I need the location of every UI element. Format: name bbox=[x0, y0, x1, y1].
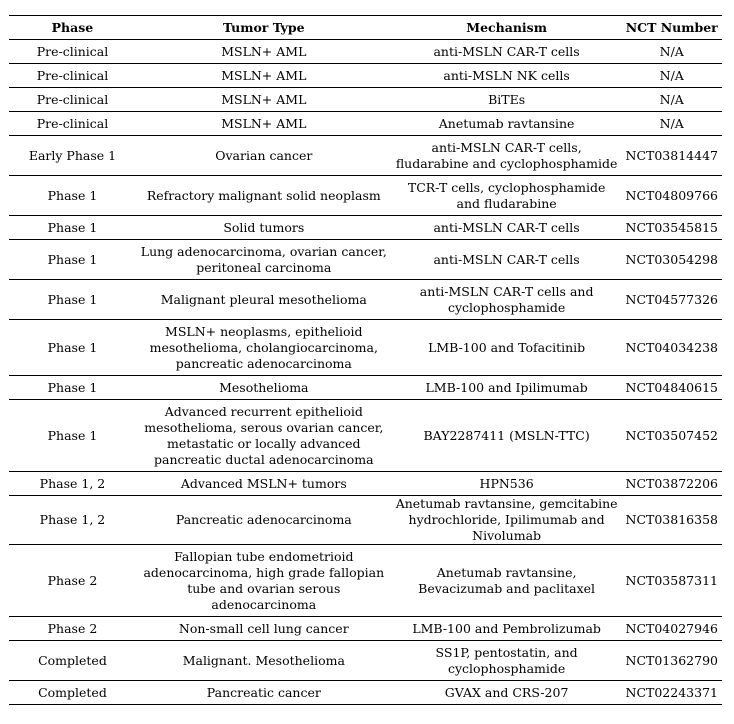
table-row bbox=[9, 681, 722, 705]
table-row bbox=[9, 112, 722, 136]
cell-nct-number: NCT04809766 bbox=[622, 176, 722, 216]
cell-phase: Phase 1, 2 bbox=[9, 472, 136, 496]
cell-mechanism: TCR-T cells, cyclophosphamide and fludarabine bbox=[392, 176, 622, 216]
table-row bbox=[9, 320, 722, 376]
table-row bbox=[9, 64, 722, 88]
cell-nct-number: NCT04034238 bbox=[622, 320, 722, 376]
cell-nct-number: NCT04027946 bbox=[622, 617, 722, 641]
cell-tumor-type: Solid tumors bbox=[136, 216, 392, 240]
table-row bbox=[9, 240, 722, 280]
cell-tumor-type: MSLN+ AML bbox=[136, 112, 392, 136]
cell-nct-number: N/A bbox=[622, 112, 722, 136]
cell-mechanism: anti-MSLN CAR-T cells bbox=[392, 240, 622, 280]
table-row bbox=[9, 136, 722, 176]
cell-mechanism: anti-MSLN CAR-T cells bbox=[392, 40, 622, 64]
cell-nct-number: NCT03507452 bbox=[622, 400, 722, 472]
cell-tumor-type: MSLN+ AML bbox=[136, 64, 392, 88]
table-body bbox=[9, 40, 722, 705]
cell-nct-number: N/A bbox=[622, 64, 722, 88]
cell-mechanism: LMB-100 and Pembrolizumab bbox=[392, 617, 622, 641]
header-phase: Phase bbox=[9, 16, 136, 40]
cell-nct-number: NCT03816358 bbox=[622, 496, 722, 545]
cell-phase: Phase 1 bbox=[9, 176, 136, 216]
cell-mechanism: SS1P, pentostatin, and cyclophosphamide bbox=[392, 641, 622, 681]
cell-mechanism: GVAX and CRS-207 bbox=[444, 684, 569, 700]
cell-mechanism: LMB-100 and Tofacitinib bbox=[392, 320, 622, 376]
cell-mechanism: HPN536 bbox=[392, 472, 622, 496]
cell-tumor-type: Lung adenocarcinoma, ovarian cancer, peritoneal carcinoma bbox=[136, 240, 392, 280]
cell-mechanism: Anetumab ravtansine, gemcitabine hydrochloride, Ipilimumab and Nivolumab bbox=[392, 496, 622, 545]
cell-tumor-type: MSLN+ neoplasms, epithelioid mesothelioma, cholangiocarcinoma, pancreatic adenocarcinoma bbox=[136, 320, 392, 376]
cell-mechanism: BiTEs bbox=[392, 88, 622, 112]
cell-phase: Phase 1 bbox=[9, 240, 136, 280]
cell-nct-number: NCT04577326 bbox=[622, 280, 722, 320]
cell-mechanism: anti-MSLN CAR-T cells and cyclophosphamide bbox=[392, 280, 622, 320]
cell-nct-number: NCT04840615 bbox=[622, 376, 722, 400]
cell-phase: Completed bbox=[9, 641, 136, 681]
cell-tumor-type: Pancreatic cancer bbox=[206, 684, 321, 700]
header-mechanism: Mechanism bbox=[392, 16, 622, 40]
cell-tumor-type: Non-small cell lung cancer bbox=[136, 617, 392, 641]
table-row bbox=[9, 376, 722, 400]
cell-phase: Phase 2 bbox=[9, 545, 136, 617]
cell-tumor-type: MSLN+ AML bbox=[136, 88, 392, 112]
cell-phase: Pre-clinical bbox=[9, 112, 136, 136]
cell-nct-number: NCT02243371 bbox=[625, 684, 718, 700]
cell-tumor-type: Mesothelioma bbox=[136, 376, 392, 400]
cell-mechanism: Anetumab ravtansine, Bevacizumab and paclitaxel bbox=[392, 545, 622, 617]
cell-nct-number: NCT01362790 bbox=[622, 641, 722, 681]
table-row bbox=[9, 88, 722, 112]
cell-nct-number: NCT03587311 bbox=[622, 545, 722, 617]
cell-mechanism: anti-MSLN CAR-T cells bbox=[392, 216, 622, 240]
cell-tumor-type: Refractory malignant solid neoplasm bbox=[136, 176, 392, 216]
cell-phase: Phase 1 bbox=[9, 320, 136, 376]
cell-phase: Pre-clinical bbox=[9, 88, 136, 112]
cell-phase: Completed bbox=[38, 684, 107, 700]
cell-nct-number: NCT03545815 bbox=[622, 216, 722, 240]
cell-tumor-type: Advanced MSLN+ tumors bbox=[136, 472, 392, 496]
table-header-row bbox=[9, 16, 722, 40]
cell-mechanism: anti-MSLN CAR-T cells, fludarabine and cyclophosphamide bbox=[392, 136, 622, 176]
table-row bbox=[9, 617, 722, 641]
cell-tumor-type: Fallopian tube endometrioid adenocarcinoma, high grade fallopian tube and ovarian serous adenocarcinoma bbox=[136, 545, 392, 617]
cell-nct-number: N/A bbox=[622, 40, 722, 64]
cell-nct-number: NCT03054298 bbox=[622, 240, 722, 280]
table-row bbox=[9, 280, 722, 320]
cell-tumor-type: MSLN+ AML bbox=[136, 40, 392, 64]
cell-nct-number: NCT03872206 bbox=[622, 472, 722, 496]
cell-mechanism: anti-MSLN NK cells bbox=[392, 64, 622, 88]
cell-tumor-type: Malignant pleural mesothelioma bbox=[136, 280, 392, 320]
table-row bbox=[9, 545, 722, 617]
table-row bbox=[9, 176, 722, 216]
cell-mechanism: BAY2287411 (MSLN-TTC) bbox=[392, 400, 622, 472]
cell-nct-number: NCT03814447 bbox=[622, 136, 722, 176]
cell-phase: Early Phase 1 bbox=[9, 136, 136, 176]
cell-phase: Phase 1 bbox=[9, 376, 136, 400]
cell-phase: Pre-clinical bbox=[9, 40, 136, 64]
table-row bbox=[9, 496, 722, 545]
cell-phase: Phase 1 bbox=[9, 216, 136, 240]
cell-phase: Phase 1 bbox=[9, 280, 136, 320]
table-row bbox=[9, 641, 722, 681]
cell-phase: Phase 1 bbox=[9, 400, 136, 472]
cell-tumor-type: Malignant. Mesothelioma bbox=[136, 641, 392, 681]
table-row bbox=[9, 40, 722, 64]
clinical-trials-table bbox=[9, 15, 722, 705]
cell-phase: Phase 1, 2 bbox=[9, 496, 136, 545]
cell-nct-number: N/A bbox=[622, 88, 722, 112]
cell-tumor-type: Ovarian cancer bbox=[136, 136, 392, 176]
cell-mechanism: LMB-100 and Ipilimumab bbox=[392, 376, 622, 400]
table-row bbox=[9, 472, 722, 496]
table-row bbox=[9, 216, 722, 240]
cell-tumor-type: Advanced recurrent epithelioid mesothelioma, serous ovarian cancer, metastatic or locally advanced pancreatic ductal adenocarcinoma bbox=[136, 400, 392, 472]
cell-mechanism: Anetumab ravtansine bbox=[392, 112, 622, 136]
cell-tumor-type: Pancreatic adenocarcinoma bbox=[136, 496, 392, 545]
cell-phase: Phase 2 bbox=[9, 617, 136, 641]
table-row bbox=[9, 400, 722, 472]
header-tumor-type: Tumor Type bbox=[136, 16, 392, 40]
header-nct-number: NCT Number bbox=[622, 16, 722, 40]
cell-phase: Pre-clinical bbox=[9, 64, 136, 88]
